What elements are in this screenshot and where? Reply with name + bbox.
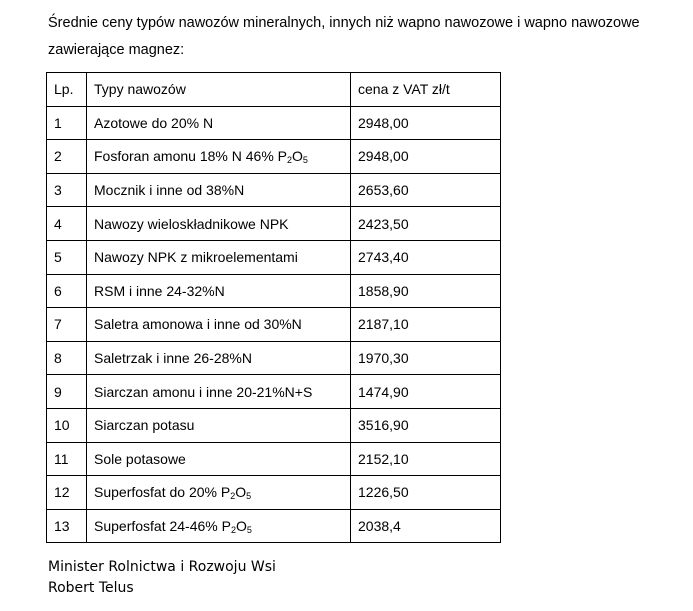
row-type — [87, 240, 351, 274]
table-row — [47, 240, 501, 274]
row-price: 1226,50 — [351, 476, 501, 510]
table-row — [47, 341, 501, 375]
row-price: 1858,90 — [351, 274, 501, 308]
row-lp: 3 — [47, 173, 87, 207]
row-type-text: Superfosfat do 20% P — [94, 484, 231, 501]
row-type-text: RSM i inne 24-32%N — [94, 282, 225, 299]
table-row — [47, 207, 501, 241]
row-type-subscript: 5 — [246, 525, 252, 536]
row-type — [87, 442, 351, 476]
row-lp: 1 — [47, 106, 87, 140]
row-price: 2423,50 — [351, 207, 501, 241]
row-type-subscript: 5 — [302, 155, 308, 166]
row-type — [87, 274, 351, 308]
row-type-formula-part: O — [236, 518, 247, 535]
signature-title: Minister Rolnictwa i Rozwoju Wsi — [48, 559, 276, 575]
fertilizer-price-table — [46, 72, 501, 543]
row-type — [87, 341, 351, 375]
row-lp: 8 — [47, 341, 87, 375]
signature-block — [48, 557, 276, 599]
row-lp: 7 — [47, 308, 87, 342]
row-lp: 2 — [47, 140, 87, 174]
row-price: 2743,40 — [351, 240, 501, 274]
row-type — [87, 308, 351, 342]
row-lp: 11 — [47, 442, 87, 476]
row-type-text: Mocznik i inne od 38%N — [94, 182, 245, 199]
header-lp: Lp. — [47, 73, 87, 107]
table-row — [47, 173, 501, 207]
row-type-text: Superfosfat 24-46% P — [94, 518, 231, 535]
row-lp: 9 — [47, 375, 87, 409]
table-row — [47, 140, 501, 174]
table-row — [47, 408, 501, 442]
row-type-subscript: 2 — [230, 491, 236, 502]
row-type-subscript: 2 — [230, 525, 236, 536]
row-type-text: Siarczan potasu — [94, 417, 195, 434]
row-lp: 13 — [47, 509, 87, 543]
row-price: 2948,00 — [351, 106, 501, 140]
table-row — [47, 274, 501, 308]
intro-paragraph: Średnie ceny typów nawozów mineralnych, innych niż wapno nawozowe i wapno nawozowe zawierające magnez: — [48, 15, 640, 58]
row-type — [87, 207, 351, 241]
row-price: 1474,90 — [351, 375, 501, 409]
row-type — [87, 375, 351, 409]
row-type-formula-part: O — [292, 148, 303, 165]
row-type-text: Nawozy wieloskładnikowe NPK — [94, 215, 289, 232]
row-type — [87, 140, 351, 174]
table-header-row — [47, 73, 501, 107]
row-price: 1970,30 — [351, 341, 501, 375]
row-type-text: Saletra amonowa i inne od 30%N — [94, 316, 302, 333]
header-type: Typy nawozów — [87, 73, 351, 107]
row-lp: 5 — [47, 240, 87, 274]
row-price: 2152,10 — [351, 442, 501, 476]
row-type — [87, 509, 351, 543]
row-price: 2653,60 — [351, 173, 501, 207]
row-type — [87, 476, 351, 510]
row-lp: 12 — [47, 476, 87, 510]
row-price: 2038,4 — [351, 509, 501, 543]
table-row — [47, 308, 501, 342]
signature-name: Robert Telus — [48, 580, 134, 596]
table-row — [47, 106, 501, 140]
row-type-formula-part: O — [235, 484, 247, 501]
table-row — [47, 509, 501, 543]
table-row — [47, 476, 501, 510]
row-type — [87, 106, 351, 140]
table-row — [47, 375, 501, 409]
row-type — [87, 173, 351, 207]
row-type-text: Fosforan amonu 18% N 46% P — [94, 148, 287, 165]
row-lp: 10 — [47, 408, 87, 442]
row-type-subscript: 2 — [287, 155, 293, 166]
row-lp: 4 — [47, 207, 87, 241]
row-type-text: Nawozy NPK z mikroelementami — [94, 249, 298, 266]
row-price: 2187,10 — [351, 308, 501, 342]
row-price: 3516,90 — [351, 408, 501, 442]
header-price: cena z VAT zł/t — [351, 73, 501, 107]
row-lp: 6 — [47, 274, 87, 308]
row-type-text: Saletrzak i inne 26-28%N — [94, 350, 252, 367]
row-type-subscript: 5 — [246, 491, 252, 502]
table-row — [47, 442, 501, 476]
row-type-text: Siarczan amonu i inne 20-21%N+S — [94, 383, 313, 400]
row-type-text: Sole potasowe — [94, 450, 186, 467]
row-type-text: Azotowe do 20% N — [94, 114, 214, 131]
row-price: 2948,00 — [351, 140, 501, 174]
row-type — [87, 408, 351, 442]
